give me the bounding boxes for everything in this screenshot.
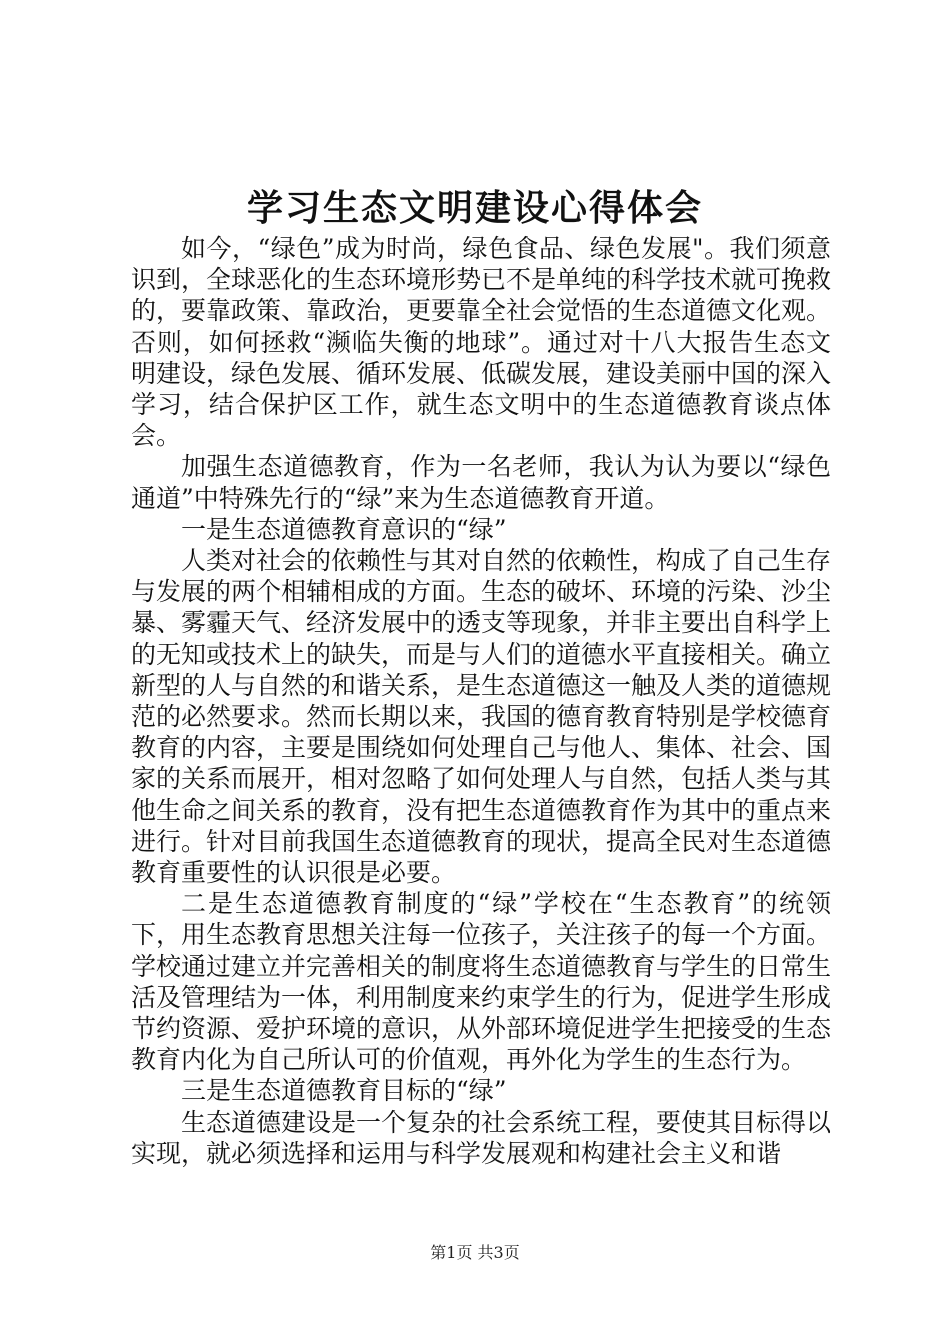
section-heading: 三是生态道德教育目标的“绿” — [181, 1076, 507, 1106]
body-paragraph: 生态道德建设是一个复杂的社会系统工程，要使其目标得以实现，就必须选择和运用与科学发展观和构建社会主义和谐 — [131, 1107, 832, 1168]
document-title: 学习生态文明建设心得体会 — [246, 187, 703, 229]
body-paragraph: 如今，“绿色”成为时尚，绿色食品、绿色发展"。我们须意识到，全球恶化的生态环境形势已不是单纯的科学技术就可挽救的，要靠政策、靠政治，更要靠全社会觉悟的生态道德文化观。否则，如何拯救“濒临失衡的地球”。通过对十八大报告生态文明建设，绿色发展、循环发展、低碳发展，建设美丽中国的深入学习，结合保护区工作，就生态文明中的生态道德教育谈点体会。 — [131, 234, 832, 451]
section-paragraph: 二是生态道德教育制度的“绿”学校在“生态教育”的统领下，用生态教育思想关注每一位孩子，关注孩子的每一个方面。学校通过建立并完善相关的制度将生态道德教育与学生的日常生活及管理结为一体，利用制度来约束学生的行为，促进学生形成节约资源、爱护环境的意识，从外部环境促进学生把接受的生态教育内化为自己所认可的价值观，再外化为学生的生态行为。 — [131, 889, 832, 1075]
page-footer: 第1页 共3页 — [430, 1243, 520, 1262]
body-paragraph: 加强生态道德教育，作为一名老师，我认为认为要以“绿色通道”中特殊先行的“绿”来为生态道德教育开道。 — [131, 452, 831, 513]
body-paragraph: 人类对社会的依赖性与其对自然的依赖性，构成了自己生存与发展的两个相辅相成的方面。生态的破坏、环境的污染、沙尘暴、雾霾天气、经济发展中的透支等现象，并非主要出自科学上的无知或技术上的缺失，而是与人们的道德水平直接相关。确立新型的人与自然的和谐关系，是生态道德这一触及人类的道德规范的必然要求。然而长期以来，我国的德育教育特别是学校德育教育的内容，主要是围绕如何处理自己与他人、集体、社会、国家的关系而展开，相对忽略了如何处理人与自然，包括人类与其他生命之间关系的教育，没有把生态道德教育作为其中的重点来进行。针对目前我国生态道德教育的现状，提高全民对生态道德教育重要性的认识很是必要。 — [131, 546, 832, 888]
document-body — [131, 233, 831, 1169]
section-heading: 一是生态道德教育意识的“绿” — [181, 514, 507, 544]
